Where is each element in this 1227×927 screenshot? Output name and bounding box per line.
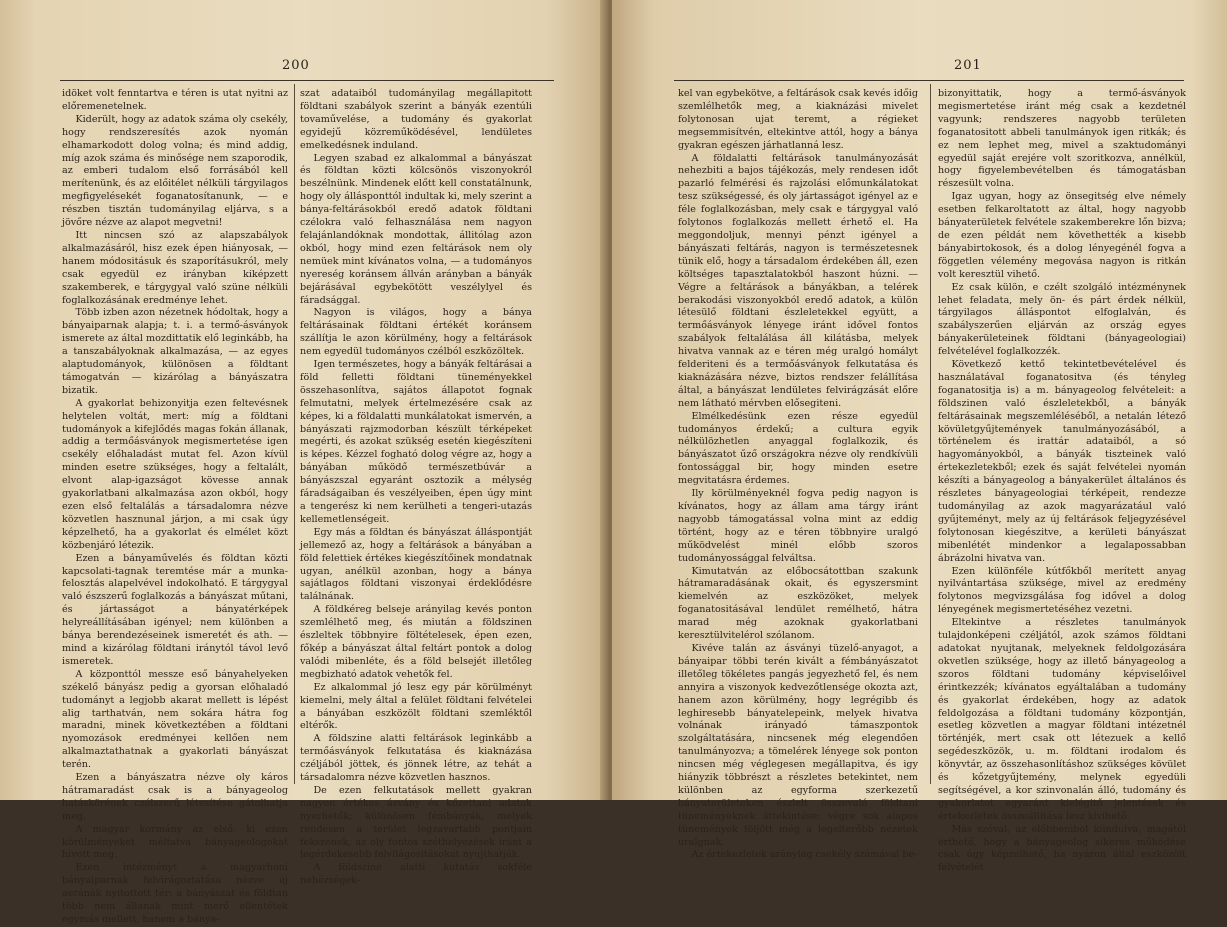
paragraph: De ezen felkutatások mellett gyakran nagyon értékes ásvány és kőzettani adatok nyerhetők; különösen fémbányák, melyek rendesen a terület legzavartabb pontjain fekszenek, az oly fontos széthelyezések iránt a legérdekesebb felvilágositásokat nyujthatják. bbox=[300, 784, 532, 861]
paragraph: Igaz ugyan, hogy az önsegitség elve némely esetben felkaroltatott az által, hogy nagyobb bányaterületek felvétele szakemberekre lőn bizva; de ezen példát nem követhették a kisebb bányabirtokosok, és a dolog lényegénél fogva a föggetlen vélemény megovása nagyon is ritkán volt keresztül vihető. bbox=[938, 191, 1186, 280]
paragraph: Kiderült, hogy az adatok száma oly csekély, hogy rendszeresítés azok nyomán elhamarkodott dolog volna; és mind addig, míg azok száma és minősége nem szaporodik, az emberi tudalom első forrásából kell merítenünk, és az előitélet nélküli tárgyilagos megfigyelésekét foganatosítanunk, — e részben tisztán tudományilag eljárva, s a jövőre nézve az alapot megvetni! bbox=[62, 113, 288, 229]
paragraph: Legyen szabad ez alkalommal a bányászat és földtan közti kölcsönös viszonyokról beszélnünk. Mindenek előtt kell constatálnunk, hogy oly állásponttól indultak ki, mely szerint a bánya-feltárásokból eredő adatok földtani czélokra való felhasználása nem nagyon felajánlandóknak mondottak, állitólag azon okból, hogy mind ezen feltárások nem oly nemüek mint kívánatos volna, — a tudományos nyereség koránsem állván arányban a bányák bejárásával egybekötött veszélylyel és fáradsággal. bbox=[300, 152, 532, 306]
paragraph: Más szóval, az előbbenibol kiindulva, magától érthető, hogy a bányageolog sikeres működése csak úgy képzelhető, ha nyáron által eszközölt felvételét bbox=[938, 823, 1186, 874]
right-page-column-1 bbox=[678, 88, 918, 861]
paragraph: bizonyittatik, hogy a termő-ásványok megismertetése iránt még csak a kezdetnél vagyunk; rendszeres nagyobb területen foganatositott abbeli tanulmányok igen ritkák; és ez nem lephet meg, mivel a szaktudományi egyedül saját erejére volt szoritkozva, annélkül, hogy figyelembevételben és támogatásban részesült volna. bbox=[938, 88, 1186, 190]
paragraph: Az értekezletek aránylag csekély számával be- bbox=[691, 849, 918, 861]
page-number-right: 201 bbox=[954, 58, 982, 73]
paragraph: Ezen különféle kútfőkből merített anyag nyilvántartása szüksége, mivel az eredmény folytonos megvizsgálása fog idővel a dolog lényegének megismertetéséhez vezetni. bbox=[938, 565, 1186, 616]
paragraph: Kivéve talán az ásványi tüzelő-anyagot, a bányaipar többi terén kivált a fémbányászatot illetőleg tökéletes pangás jegyezhető fel, és nem annyira a viszonyok kedvezőtlensége okozta azt, hanem azon körülmény, hogy legrégibb és leghiresebb bányatelepeink, melyek hivatva volnának irányadó támaszpontok szolgáltatására, nincsenek még elegendően tanulmányozva; a tömelérek lényege sok ponton nincsen még véglegesen megállapitva, és igy hiányzik többrészt a részletes betekintet, nem különben az egyforma szerkezetű bányaterületeken észlelt összevaló földtani tüneményeknek áttekintése; végre sok alapos tünemények följött még a legelterőbb nézetek uralgnak. bbox=[678, 642, 918, 848]
left-page bbox=[0, 0, 606, 925]
left-page-column-2 bbox=[300, 88, 532, 887]
paragraph: A földszine alatti feltárások leginkább a termőásványok felkutatása és kiaknázása czéljából jöttek, és jönnek létre, az tehát a társadalomra nézve közvetlen hasznos. bbox=[300, 733, 532, 784]
paragraph: A földalatti feltárások tanulmányozását nehezbiti a bajos tájékozás, mely rendesen időt pazarló felmérési és rajzolási előmunkálatokat tesz szükségessé, és oly jártasságot igényel az e féle foglalkozásban, mely csak e tárgygyal való folytonos foglalkozás mellett érhető el. Ha meggondoljuk, mennyi pénzt igényel a bányászati feltárás, nagyon is természetesnek tünik elő, hogy a társadalom érdekében áll, ezen költséges tapasztalatokból haszont húzni. — Végre a feltárások a bányákban, a telérek berakodási viszonyokból eredő adatok, a külön létesülő földtani észleletekkel együtt, a termőásványok lényege iránt idővel fontos szabályok feltalálása áll kilátásba, melyek hivatva vannak az e téren még uralgó homályt felderiteni és a termőásványok felkutatása és kiaknázására nézve, biztos rendszer felállítása által, a bányászat lendületes felvirágzását előre nem látható mérvben elősegiteni. bbox=[678, 152, 918, 409]
paragraph: idöket volt fenntartva e téren is utat nyitni az előremenetelnek. bbox=[62, 88, 288, 112]
paragraph: Itt nincsen szó az alapszabályok alkalmazásáról, hisz ezek épen hiányosak, — hanem módositásuk és szaporításukról, mely csak egyedül ez irányban kiképzett szakemberek, e tárgygyal való szüne nélküli foglalkozásának eredménye lehet. bbox=[62, 229, 288, 306]
paragraph: A magyar kormány az első, ki ezen körülményeket méltatva bányageologokat hivott meg. bbox=[62, 823, 288, 861]
left-page-column-1 bbox=[62, 88, 288, 925]
paragraph: A központtól messze eső bányahelyeken székelő bányász pedig a gyorsan előhaladó tudományt a legjobb akarat mellett is lépést alig tarthatván, nem sokára hátra fog maradni, minek következtében a földtani nyomozások eredményei kellően nem alkalmaztathatnak a gyakorlati bányászat terén. bbox=[62, 668, 288, 771]
paragraph: Ez csak külön, e czélt szolgáló intézménynek lehet feladata, mely ön- és párt érdek nélkül, tárgyilagos álláspontot elfoglalván, és szabályszerűen eljárván az ország egyes bányakerületeinek földtani (bányageologiai) felvételével foglalkozzék. bbox=[938, 281, 1186, 358]
paragraph: kel van egybekötve, a feltárások csak kevés időig szemlélhetők meg, a kiaknázási mivelet folytonosan ujat teremt, a régieket megsemmisítvén, eltekintve attól, hogy a bánya gyakran egészen járhatlanná lesz. bbox=[678, 88, 918, 151]
paragraph: Nagyon is világos, hogy a bánya feltárásainak földtani értékét koránsem szállítja le azon körülmény, hogy a feltárások nem egyedül tudományos czélból eszközöltek. bbox=[300, 307, 532, 358]
header-rule-right bbox=[674, 80, 1184, 81]
paragraph: Ezen a bányászatra nézve oly káros hátramaradást csak is a bányageolog hatáskörének czélszerű létesítése gátolhatja meg. bbox=[62, 772, 288, 822]
paragraph: Ezen a bányaművelés és földtan közti kapcsolati-tagnak teremtése már a munka-felosztás alapelvével indokolható. E tárgygyal való észszerű foglalkozás a bányászat műtani, és jártasságot a bányatérképek helyreállításában igényel; nem különben a bánya berendezéseinek ismeretét és ath. — mind a kizárólag földtani iránytól távol levő ismeretek. bbox=[62, 552, 288, 667]
paragraph: Ezen intézményt a magyarhoni bányaiparnak felvirágoztatása nézve új aeránák nyitottott tér; a bányászat és földtan több nem állanak mint merő ellentétek egymás mellett, hanem a bánya- bbox=[62, 862, 288, 925]
paragraph: Több izben azon nézetnek hódoltak, hogy a bányaiparnak alapja; t. i. a termő-ásványok ismerete az által mozdittatik elő leginkább, ha a tanszabályoknak alkalmazása, — az egyes alaptudományok, különösen a földtant támogatván — kizárólag a bányászatra bizatik. bbox=[62, 307, 288, 396]
paragraph: Ily körülményeknél fogva pedig nagyon is kívánatos, hogy az állam ama tárgy iránt nagyobb támogatással volna mint az eddig történt, hogy az e téren többnyire uralgó működvelést minél előbb szoros tudományossággal felváltsa. bbox=[678, 488, 918, 564]
paragraph: Igen természetes, hogy a bányák feltárásai a föld felletti földtani tüneményekkel összehasonlítva, sajátos állapotot fognak felmutatni, melyek értelmezésére csak az képes, ki a földalatti munkálatokat ismervén, a bányászati rajzmodorban készült térképeket megérti, és azokat szükség esetén kiegészíteni is képes. Kézzel fogható dolog végre az, hogy a bányában működő természetbúvár a bányászszal egyaránt osztozik a mélység fáradságaiban és veszélyeiben, épen úgy mint a tengerész ki nem kerülheti a tengeri-utazás kellemetlenségeit. bbox=[300, 359, 532, 525]
column-divider-left bbox=[294, 84, 295, 784]
paragraph: Következő kettő tekintetbevételével és használatával foganatositva (és tényleg foganatositja is) a m. bányageolog felvételeit: a földszinen való észleletekből, a bányák feltárásainak megszemléléséből, a netalán létező kövületgyűjtemények tanulmányozásából, a történelem és irattár adataiból, a só hagyományokból, a bányák tiszteinek való értekezletekből; ezek és saját felvételei nyomán készíti a bányageolog a bányakerület általános és részletes bányageologiai térképeit, rendezze tudományilag az azok magyarázatául való gyűjteményt, mely az új feltárások feljegyzésével folytonosan kiegészitve, a kerületi bányászat mibenlétét mindenkor a legalapossabban ábrázolni hivatva van. bbox=[938, 359, 1186, 564]
paragraph: A földkéreg belseje arányilag kevés ponton szemlélhető meg, és miután a földszinen észleltek többnyire föltételesek, épen ezen, főkép a bányászat által feltárt pontok a dolog valódi mibenléte, és a föld belsejét illetőleg megbizható adatok vehetők fel. bbox=[300, 604, 532, 680]
header-rule-left bbox=[60, 80, 554, 81]
paragraph: Egy más a földtan és bányászat álláspontját jellemező az, hogy a feltárások a bányában a föld felettiek értékes kiegészítőinek mondatnak ugyan, anélkül azonban, hogy a bánya sajátlagos földtani viszonyai érdeklődésre találnának. bbox=[300, 526, 532, 603]
paragraph: A földszine alatti kutatás sokféle nehézségek- bbox=[300, 862, 532, 887]
right-page-column-2 bbox=[938, 88, 1186, 874]
paragraph: Ez alkalommal jó lesz egy pár körülményt kiemelni, mely által a felület földtani felvételei a bányában eszközölt földtani szemléktől eltérők. bbox=[300, 681, 532, 732]
column-divider-right bbox=[930, 84, 931, 784]
paragraph: Elmélkedésünk ezen része egyedül tudományos érdekű; a cultura egyik nélkülözhetlen anyaggal foglalkozik, és bányászatot űző országokra nézve oly rendkívüli fontossággal bir, hogy minden esetre megvitatásra érdemes. bbox=[678, 410, 918, 487]
paragraph: Eltekintve a részletes tanulmányok tulajdonképeni czéljától, azok számos földtani adatokat nyujtanak, melyeknek feldolgozására okvetlen szüksége, hogy az illető bányageolog a szoros földtani tudomány képviselőivel érintkezzék; kívánatos egyáltalában a tudomány és gyakorlat érdekében, hogy az adatok feldolgozása a földtani tudomány központján, esetleg közvetlen a magyar földtani intézetnél történjék, mert csak ott létezuek a kellő segédeszközök, u. m. földtani irodalom és könyvtár, az összehasonlításhoz szükséges kövület és kőzetgyűjtemény, melynek egyedüli segítségével, a kor szinvonalán álló, tudomány és gyakorlatot egyaránt kielégitő jelentések és értekezletek összeállítása lesz kivihető. bbox=[938, 617, 1186, 822]
right-page bbox=[612, 0, 1227, 874]
paragraph: Kimutatván az előbocsátottban szakunk hátramaradásának okait, és egyszersmint kiemelvén az eszközöket, melyek foganatositásával lendület remélhető, hátra marad még azoknak gyakorlatbani keresztülvitelérol szólanom. bbox=[678, 565, 918, 642]
paragraph: A gyakorlat behizonyitja ezen feltevésnek helytelen voltát, mert: míg a földtani tudományok a kifejlődés magas fokán állanak, addig a termőásványok megismertetése igen csekély előhaladást mutat fel. Azon kívül minden esetre szükséges, hogy a feltalált, elvont alap-igazságot kövesse annak gyakorlatbani alkalmazása azon okból, hogy ezen első feltalálás a társadalomra nézve közvetlen hasznunal járjon, a mi csak úgy képzelhető, ha a gyakorlat és elmélet közt közbenjáró létezik. bbox=[62, 397, 288, 551]
paragraph: szat adataiból tudományilag megállapitott földtani szabályok szerint a bányák ezentúli tovaművelése, a tudomány és gyakorlat egyidejű közreműködésével, lendületes emelkedésnek induland. bbox=[300, 88, 532, 151]
page-number-left: 200 bbox=[282, 58, 310, 73]
